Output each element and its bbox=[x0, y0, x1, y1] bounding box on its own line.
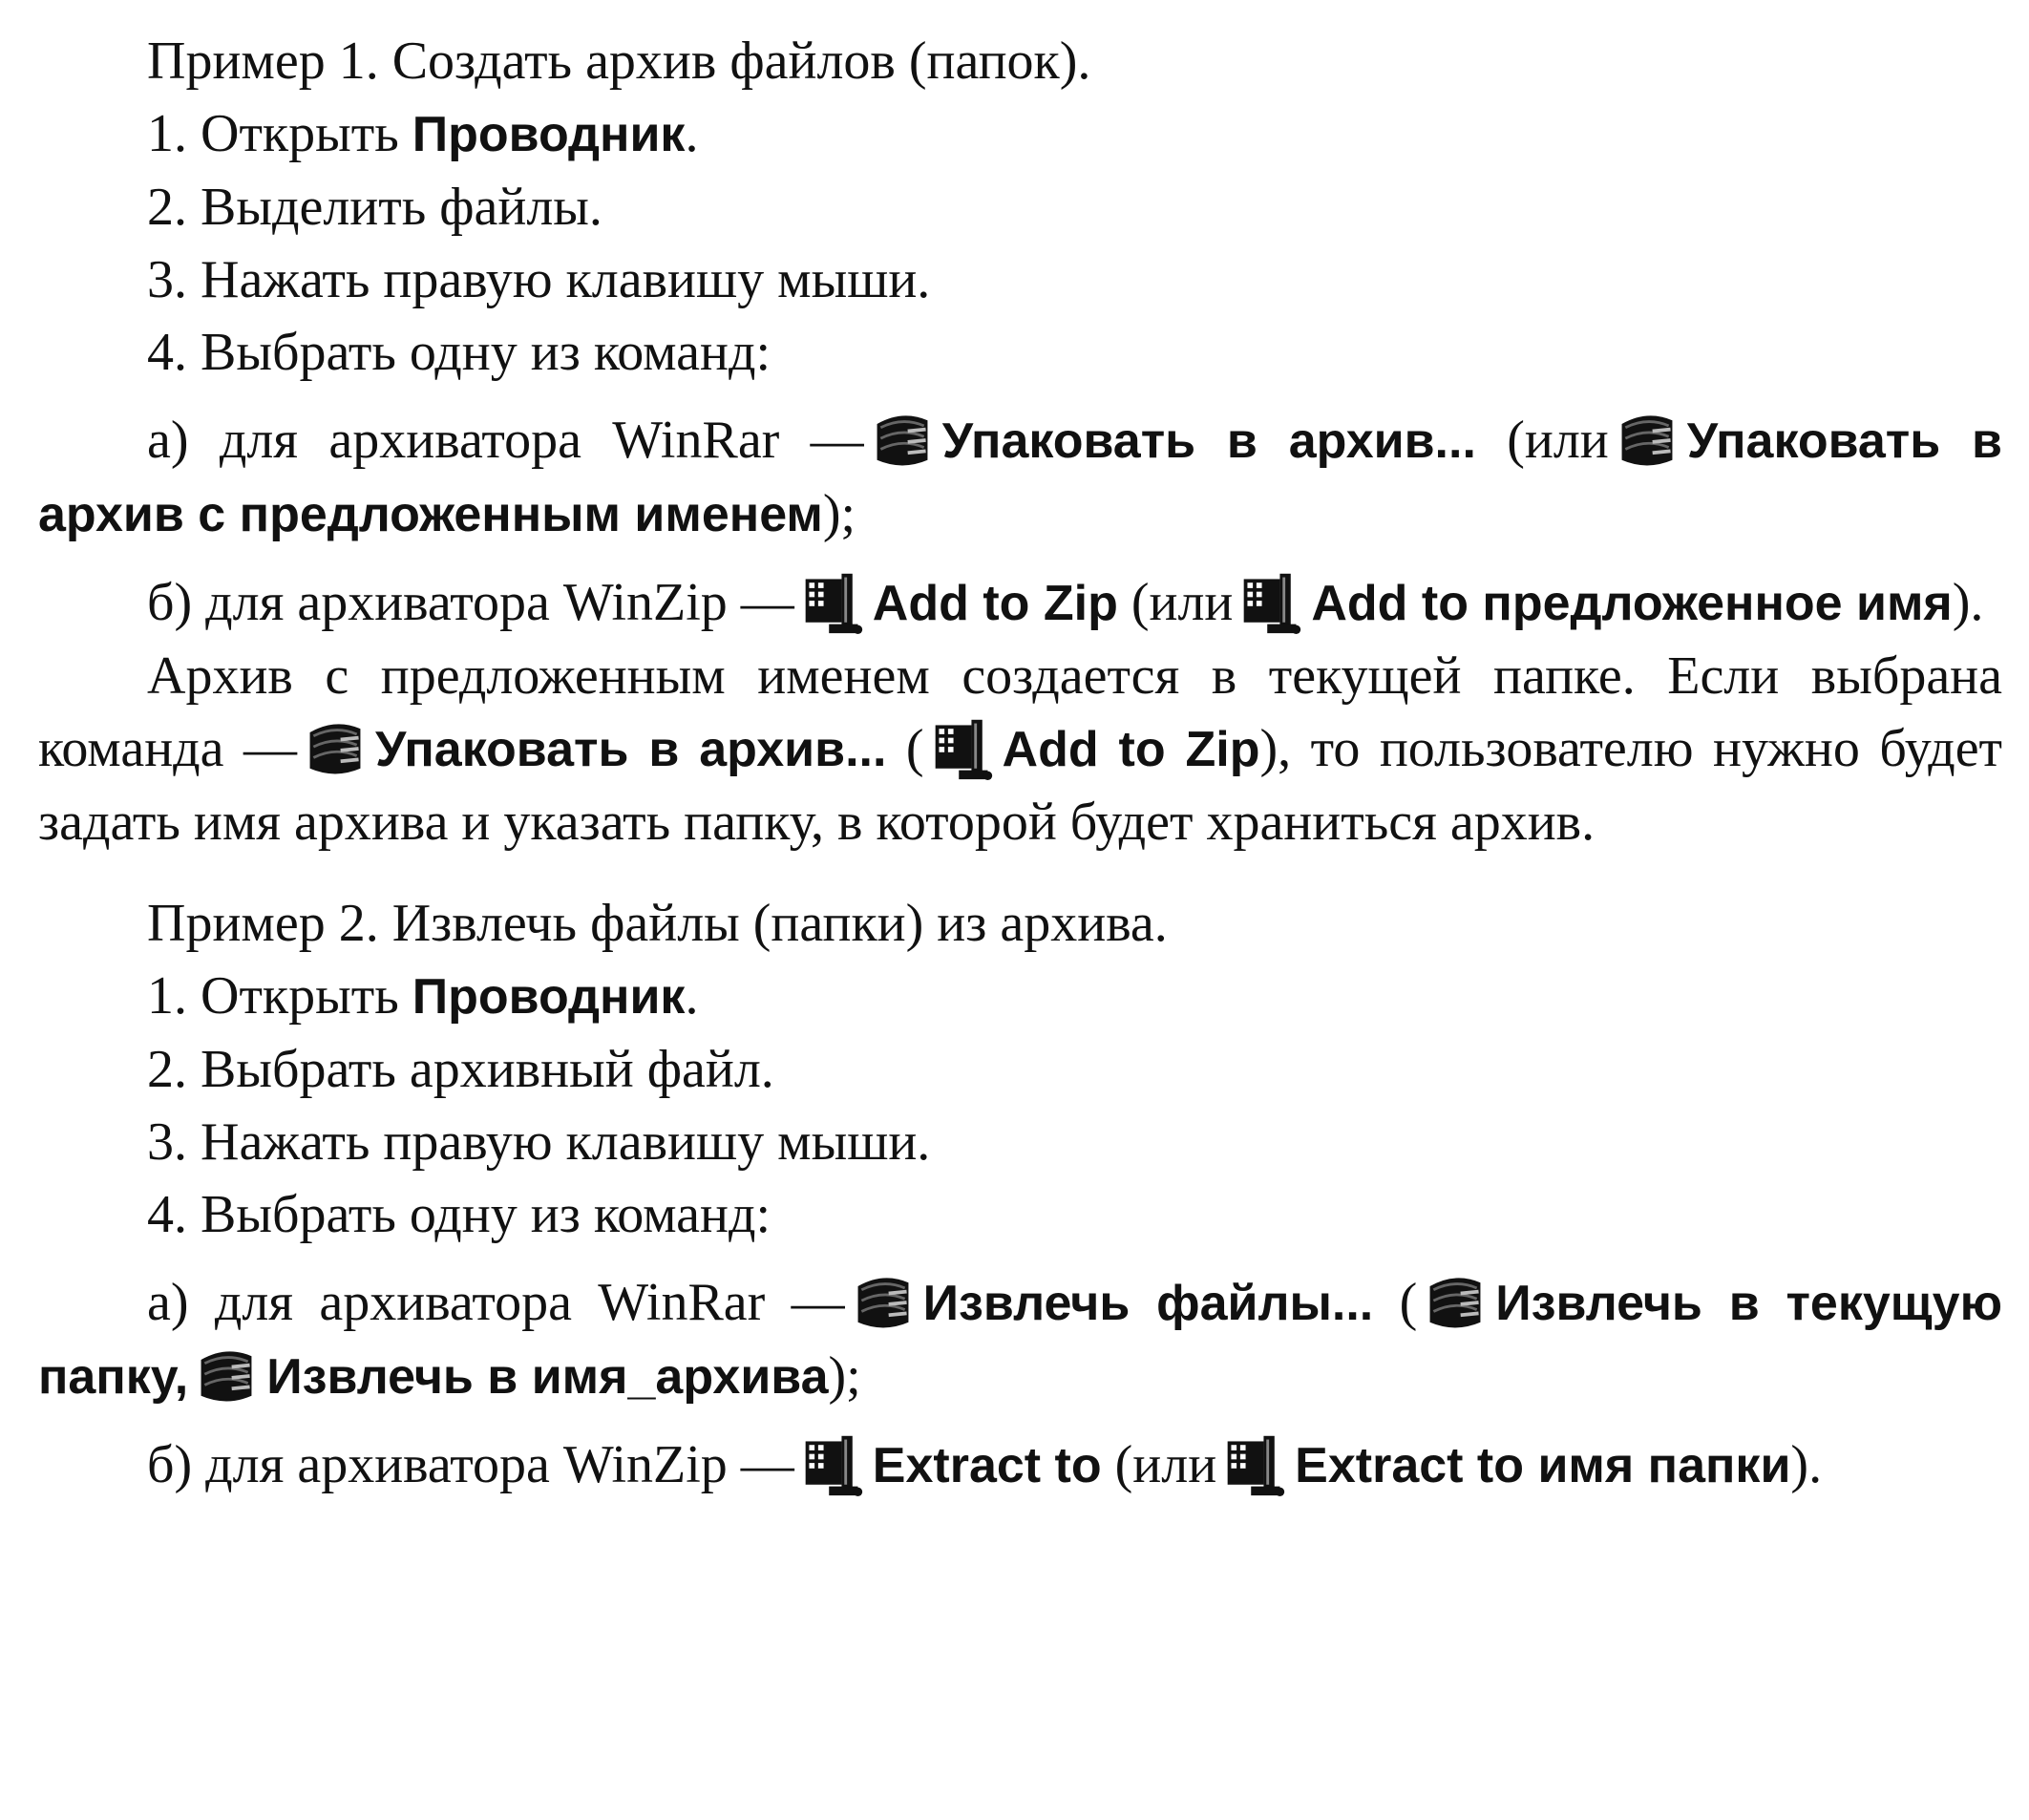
example1-winzip: б) для архиватора WinZip — Add to Zip (или Add to предложенное имя). bbox=[38, 566, 2002, 640]
winrar-books-icon bbox=[303, 716, 368, 781]
winzip-vise-icon bbox=[1238, 570, 1303, 635]
example2-step2: 2. Выбрать архивный файл. bbox=[147, 1040, 774, 1099]
example1-step4: 4. Выбрать одну из команд: bbox=[147, 323, 771, 382]
example1-step1: 1. Открыть Проводник. bbox=[147, 104, 699, 163]
example1-winrar: а) для архиватора WinRar — Упаковать в архив... (или Упаковать в архив с предложенным именем); bbox=[38, 404, 2002, 551]
example2-step4: 4. Выбрать одну из команд: bbox=[147, 1185, 771, 1244]
winrar-books-icon bbox=[1423, 1270, 1488, 1335]
example2-winrar: а) для архиватора WinRar — Извлечь файлы... ( Извлечь в текущую папку, Извлечь в имя_архива); bbox=[38, 1266, 2002, 1413]
example2-title: Пример 2. Извлечь файлы (папки) из архива. bbox=[147, 894, 1168, 953]
example1-step3: 3. Нажать правую клавишу мыши. bbox=[147, 250, 931, 309]
example2-winzip: б) для архиватора WinZip — Extract to (или Extract to имя папки). bbox=[38, 1428, 2002, 1502]
winzip-vise-icon bbox=[800, 570, 865, 635]
winrar-books-icon bbox=[1615, 408, 1680, 473]
example2-step1: 1. Открыть Проводник. bbox=[147, 966, 699, 1026]
example2-step3: 3. Нажать правую клавишу мыши. bbox=[147, 1112, 931, 1172]
example1-step2: 2. Выделить файлы. bbox=[147, 178, 602, 237]
winrar-books-icon bbox=[194, 1344, 259, 1408]
winzip-vise-icon bbox=[1222, 1432, 1287, 1497]
example1-title: Пример 1. Создать архив файлов (папок). bbox=[147, 32, 1091, 91]
winrar-books-icon bbox=[851, 1270, 916, 1335]
winrar-books-icon bbox=[870, 408, 935, 473]
winzip-vise-icon bbox=[800, 1432, 865, 1497]
winzip-vise-icon bbox=[930, 716, 995, 781]
example1-note: Архив с предложенным именем создается в текущей папке. Если выбрана команда — Упаковать в архив... ( Add to Zip), то пользователю нужно будет задать имя архива и указать папку, в которой будет храниться архив. bbox=[38, 646, 2003, 852]
